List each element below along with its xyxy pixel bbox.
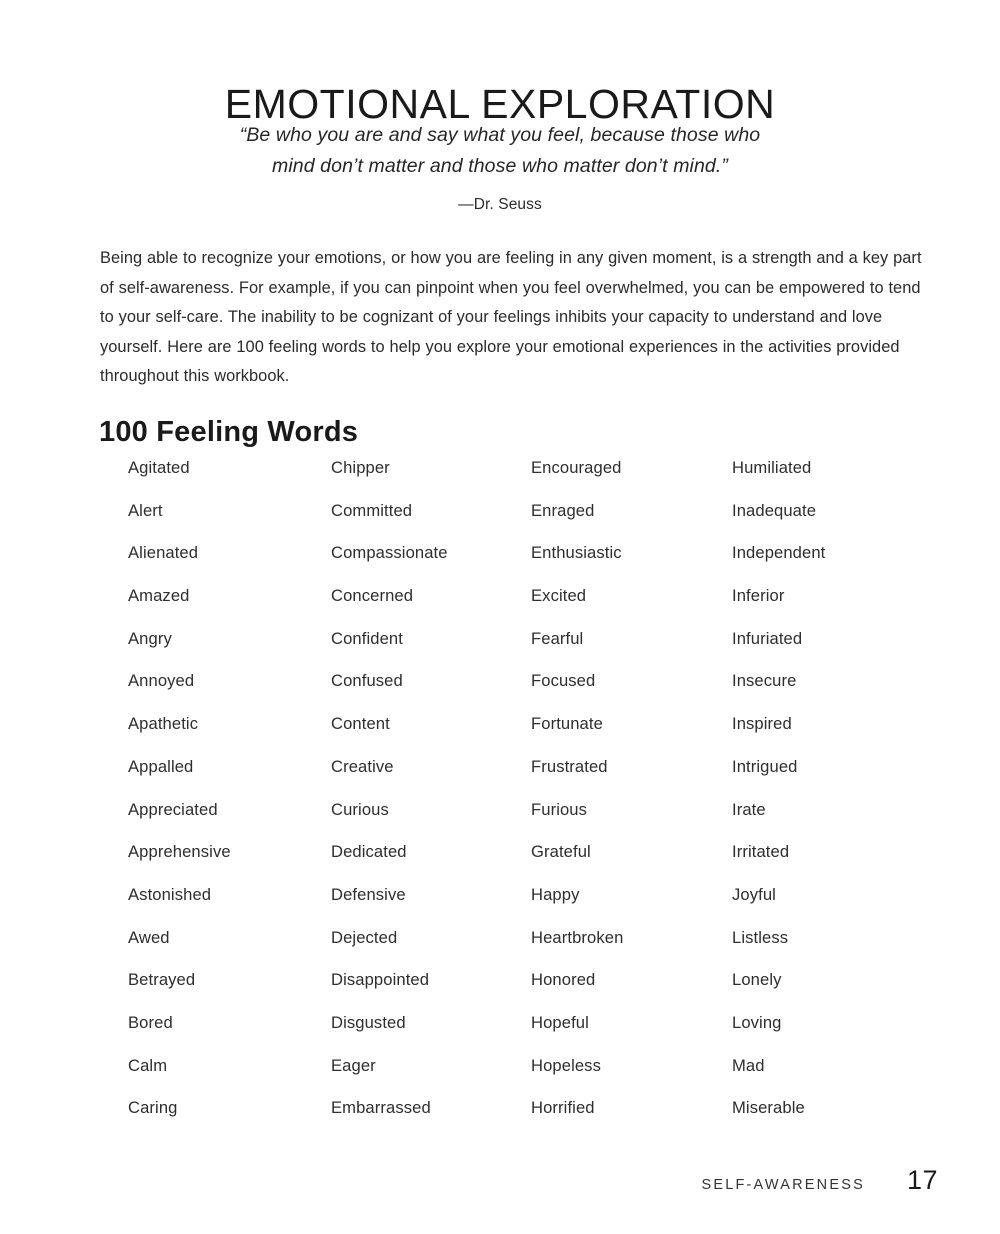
feeling-word: Inferior [732,586,785,606]
feeling-word: Fearful [531,628,584,648]
quote-attribution: —Dr. Seuss [458,196,542,213]
feeling-word: Encouraged [531,458,622,477]
feeling-word: Committed [331,500,413,520]
feeling-word: Betrayed [128,970,196,990]
feeling-word: Enthusiastic [531,543,622,563]
feeling-word: Confused [331,671,403,691]
quote-line-2: mind don’t matter and those who matter don’t mind.” [272,155,728,177]
feeling-word: Heartbroken [531,927,624,947]
feeling-word: Irritated [732,842,790,862]
feeling-word: Honored [531,970,596,990]
feeling-word: Dedicated [331,842,407,862]
feeling-word: Astonished [128,884,212,904]
feeling-word: Disappointed [331,970,430,990]
feeling-word: Loving [732,1012,782,1032]
feeling-word: Creative [331,756,394,776]
feeling-word: Alienated [128,543,199,563]
feeling-word: Concerned [331,586,414,606]
quote-text [0,120,1000,182]
feeling-word: Happy [531,884,580,904]
feeling-word: Chipper [331,458,390,477]
feeling-word: Listless [732,927,789,947]
feeling-word: Embarrassed [331,1098,431,1118]
feeling-word: Grateful [531,842,591,862]
feeling-word: Intrigued [732,756,798,776]
feeling-word: Joyful [732,884,776,904]
feeling-word: Awed [128,927,170,947]
feeling-word: Lonely [732,970,782,990]
feeling-word: Compassionate [331,543,448,563]
feeling-word: Infuriated [732,628,803,648]
footer-section-label: SELF-AWARENESS [701,1177,865,1193]
feeling-word: Insecure [732,671,797,691]
feeling-word: Appalled [128,756,194,776]
feeling-word: Frustrated [531,756,608,776]
feeling-word: Excited [531,586,587,606]
feeling-word: Irate [732,799,766,819]
feeling-word: Furious [531,799,588,819]
feeling-word: Independent [732,543,826,563]
feeling-word: Hopeless [531,1055,601,1075]
intro-paragraph: Being able to recognize your emotions, or how you are feeling in any given moment, is a strength and a key part of self-awareness. For example, if you can pinpoint when you feel overwhelmed, you can be empowered to tend to your self-care. The inability to be cognizant of your feelings inhibits your capacity to understand and love yourself. Here are 100 feeling words to help you explore your emotional experiences in the activities provided throughout this workbook. [100,249,922,386]
feeling-word: Angry [128,628,172,648]
feeling-word: Caring [128,1098,178,1118]
feeling-word: Humiliated [732,458,812,477]
feeling-words-column-1 [128,447,331,1130]
feeling-word: Annoyed [128,671,195,691]
feeling-word: Appreciated [128,799,218,819]
feeling-words-column-2 [331,447,531,1130]
feeling-word: Mad [732,1055,765,1075]
feeling-word: Defensive [331,884,406,904]
feeling-word: Curious [331,799,389,819]
quote-block [0,120,1000,214]
feeling-word: Confident [331,628,403,648]
feeling-word: Focused [531,671,596,691]
feeling-word: Hopeful [531,1012,589,1032]
feeling-word: Agitated [128,458,190,477]
feeling-word: Content [331,714,390,734]
feeling-word: Eager [331,1055,376,1075]
feeling-word: Alert [128,500,163,520]
feeling-words-column-3 [531,447,732,1130]
page-footer [701,1165,938,1196]
feeling-word: Calm [128,1055,168,1075]
feeling-word: Amazed [128,586,190,606]
feeling-word: Apprehensive [128,842,231,862]
quote-line-1: “Be who you are and say what you feel, because those who [239,124,761,146]
feeling-word: Enraged [531,500,595,520]
feeling-word: Fortunate [531,714,603,734]
section-heading: 100 Feeling Words [99,416,359,449]
feeling-word: Inspired [732,714,792,734]
feeling-word: Inadequate [732,500,817,520]
feeling-word: Apathetic [128,714,199,734]
feeling-word: Horrified [531,1098,595,1118]
feeling-words-column-4 [732,447,928,1130]
feeling-words-grid [128,447,928,1130]
feeling-word: Disgusted [331,1012,406,1032]
feeling-word: Miserable [732,1098,805,1118]
page-title: EMOTIONAL EXPLORATION [224,81,776,128]
footer-page-number: 17 [906,1165,938,1195]
feeling-word: Dejected [331,927,398,947]
feeling-word: Bored [128,1012,173,1032]
